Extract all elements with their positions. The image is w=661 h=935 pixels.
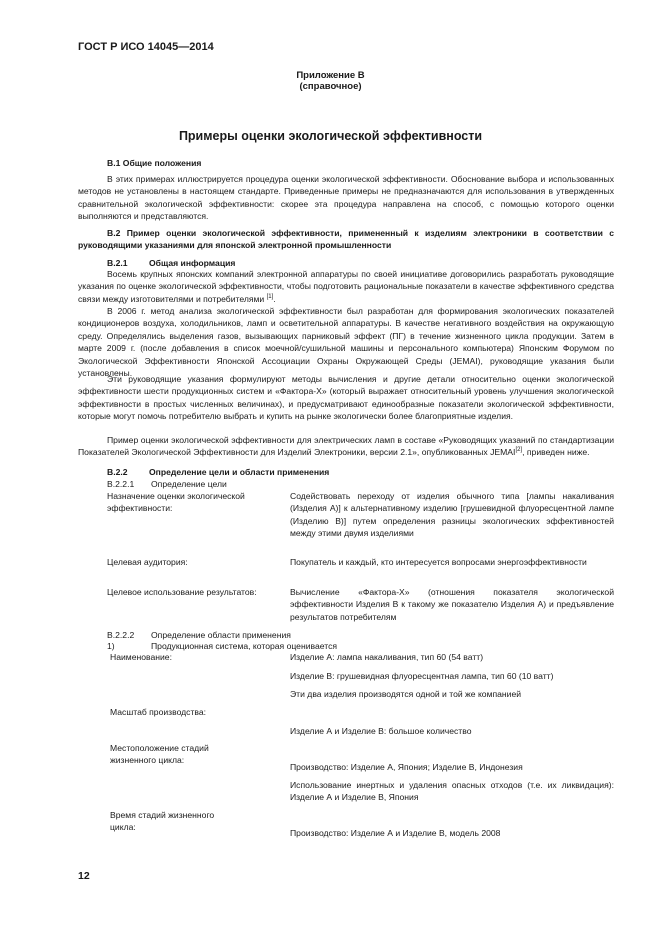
section-b221-title: Определение цели [151,479,227,489]
scope-name-product-a: Изделие А: лампа накаливания, тип 60 (54 ватт) [290,652,484,662]
b21-paragraph-1: Восемь крупных японских компаний электронной аппаратуры по своей инициативе договорились разработать руководящие указания по оценке экологической эффективности, чтобы подготовить рациональные показатели в качестве эффективного средства связи между изготовителями и потребителями [1]. [78,269,614,304]
b21-paragraph-4: Пример оценки экологической эффективности для электрических ламп в составе «Руководящих указаний по стандартизации Показателей Экологической Эффективности для Изделий Электроники, версии 2.1», опубликованных JEMAI[2], приведен ниже. [78,435,614,458]
scope-time-production: Производство: Изделие А и Изделие В, модель 2008 [290,828,501,838]
section-b22-number: В.2.2 [107,467,128,477]
scope-name-product-b: Изделие В: грушевидная флуоресцентная лампа, тип 60 (10 ватт) [290,671,554,681]
page-number: 12 [78,870,90,882]
section-b2-heading: В.2 Пример оценки экологической эффективности, примененный к изделиям электроники в соответствии с руководящими указаниями для японской электронной промышленности [78,228,614,251]
scope-scale-value: Изделие А и Изделие В: большое количество [290,726,472,736]
item-1-number: 1) [107,641,115,651]
section-b21-number: В.2.1 [107,258,128,268]
section-b222-number: В.2.2.2 [107,630,135,640]
scope-location-use: Использование инертных и удаления опасных отходов (т.е. их ликвидация): Изделие А и Изделие В, Япония [290,780,614,803]
goal-purpose-label: Назначение оценки экологической эффективности: [107,491,245,514]
b21-paragraph-2: В 2006 г. метод анализа экологической эффективности был разработан для формирования экологических показателей кондиционеров воздуха, холодильников, ламп и осветительной аппаратуры. В качестве негативного воздействия на окружающую среду. Определялись выделения газов, вызывающих парниковый эффект (ПГ) в течение жизненного цикла продукции. Затем в марте 2009 г. (после добавления в список моечной/сушильной машины и персонального компьютера) Японским Форумом по Экологической Эффективности Японской Ассоциации Охраны Окружающей Среды (JEMAI), руководящие указания были установлены. [78,306,614,379]
scope-location-label: Местоположение стадий жизненного цикла: [110,743,209,766]
goal-audience-label: Целевая аудитория: [107,557,188,567]
section-b1-heading: В.1 Общие положения [107,158,202,168]
goal-purpose-value: Содействовать переходу от изделия обычного типа [лампы накаливания (Изделия А)] к альтернативному изделию [грушевидной флуоресцентной лампе (Изделию В)] путем определения разницы экологических эффективностей между этими двумя изделиями [290,491,614,539]
scope-location-production: Производство: Изделие А, Япония; Изделие В, Индонезия [290,762,523,772]
scope-time-label: Время стадий жизненного цикла: [110,810,215,833]
goal-audience-value: Покупатель и каждый, кто интересуется вопросами энергоэффективности [290,557,587,567]
section-b22-title: Определение цели и области применения [149,467,330,477]
reference-2: [2] [515,447,523,454]
b21-paragraph-3: Эти руководящие указания формулируют методы вычисления и другие детали относительно оценки экологической эффективности шести продукционных систем и «Фактора-X» (который выражает относительный уровень улучшения экологической эффективности в простых численных величинах), и предусматривают единообразные показатели экологической эффективности, которые могут помочь потребителю выбрать и купить на рынке экологически более благоприятные изделия. [78,374,614,422]
goal-use-label: Целевое использование результатов: [107,587,257,597]
standard-code: ГОСТ Р ИСО 14045—2014 [78,41,214,53]
goal-use-value: Вычисление «Фактора-X» (отношения показателя экологической эффективности Изделия В к такому же показателю Изделия А) и предъявление результатов потребителям [290,587,614,622]
section-b222-title: Определение области применения [151,630,291,640]
scope-name-note: Эти два изделия производятся одной и той же компанией [290,689,522,699]
appendix-title: Приложение В [296,70,365,81]
scope-name-label: Наименование: [110,652,172,662]
section-b21-title: Общая информация [149,258,236,268]
page-title: Примеры оценки экологической эффективности [178,129,483,143]
reference-1: [1] [266,293,274,300]
section-b221-number: В.2.2.1 [107,479,135,489]
section-b1-paragraph: В этих примерах иллюстрируется процедура оценки экологической эффективности. Обоснование выбора и использованных методов не установлены в настоящем стандарте. Приведенные примеры не предназначаются для использования в утвержденных сравнительной экологической эффективности: скорее эта процедура направлена на способ, с помощью которого оценки выполняются и представляются. [78,174,614,222]
scope-scale-label: Масштаб производства: [110,707,207,717]
item-1-title: Продукционная система, которая оценивается [151,641,338,651]
appendix-subtitle: (справочное) [299,81,362,92]
